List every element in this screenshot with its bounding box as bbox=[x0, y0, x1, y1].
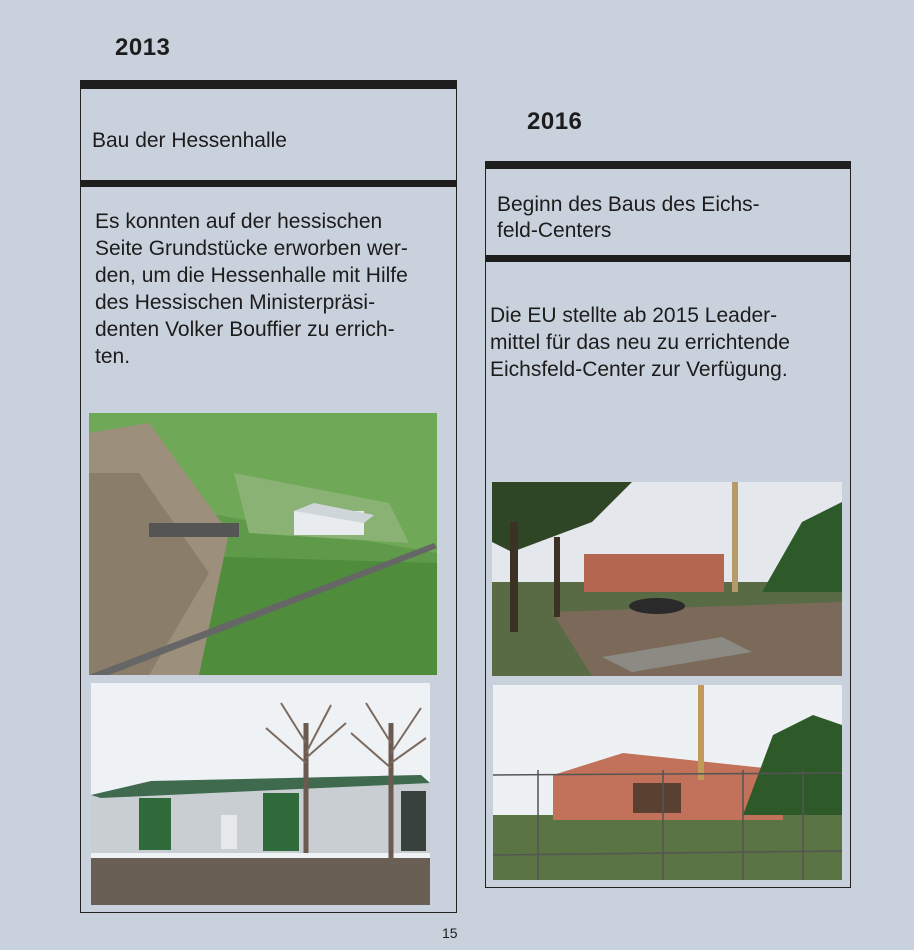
right-top-rule bbox=[485, 161, 851, 169]
left-mid-rule bbox=[80, 180, 457, 187]
construction-site-photo bbox=[492, 482, 842, 676]
year-2013: 2013 bbox=[115, 34, 171, 61]
brick-building-fence-photo bbox=[493, 685, 842, 880]
left-body-text: Es konnten auf der hessischen Seite Grundstücke erworben wer- den, um die Hessenhalle mit Hilfe des Hessischen Ministerpräsi- denten Volker Bouffier zu errich- ten. bbox=[95, 210, 408, 368]
page-number: 15 bbox=[442, 925, 458, 941]
hessenhalle-building-photo bbox=[91, 683, 430, 905]
right-section-title: Beginn des Baus des Eichs- feld-Centers bbox=[497, 193, 760, 242]
aerial-view-photo bbox=[89, 413, 437, 675]
year-2016: 2016 bbox=[527, 108, 583, 135]
left-section-title: Bau der Hessenhalle bbox=[92, 129, 287, 152]
right-body-text: Die EU stellte ab 2015 Leader- mittel für das neu zu errichtende Eichsfeld-Center zur Verfügung. bbox=[490, 304, 790, 381]
right-mid-rule bbox=[485, 255, 851, 262]
left-top-rule bbox=[80, 80, 457, 89]
